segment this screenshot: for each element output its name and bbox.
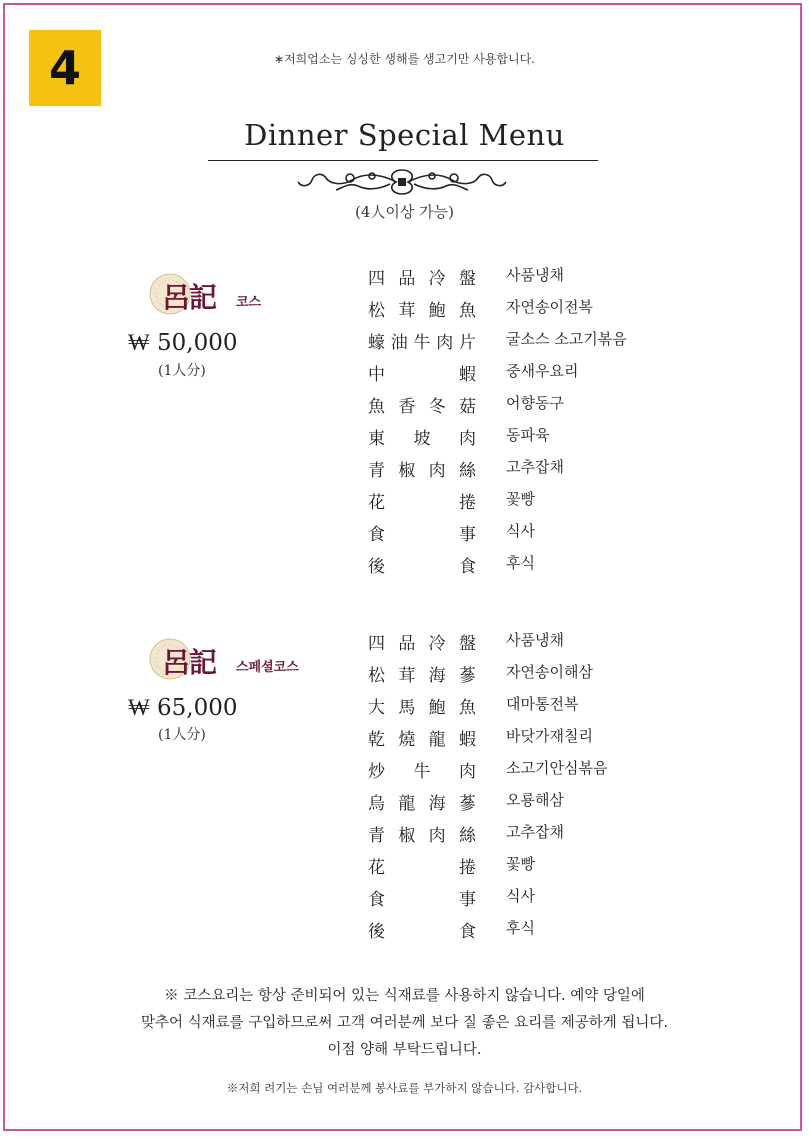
menu-item-hanja (368, 488, 476, 513)
hanja-char: 魚 (458, 698, 476, 718)
menu-item (368, 821, 668, 853)
hanja-char: 茸 (398, 666, 416, 686)
menu-item-korean: 사품냉채 (506, 631, 564, 649)
menu-item-korean: 사품냉채 (506, 266, 564, 284)
menu-item-korean: 꽃빵 (506, 855, 535, 873)
menu-item-korean: 고추잡채 (506, 823, 564, 841)
hanja-char: 蝦 (459, 365, 476, 385)
menu-item-korean: 식사 (506, 887, 535, 905)
title-divider (208, 160, 598, 161)
hanja-char: 乾 (368, 730, 385, 750)
menu-item-hanja (368, 552, 476, 577)
hanja-char: 蔘 (458, 666, 476, 686)
menu-item-korean: 대마통전복 (506, 695, 579, 713)
hanja-char: 絲 (458, 461, 476, 481)
menu-item-hanja (368, 661, 476, 686)
menu-item (368, 424, 668, 456)
hanja-char: 食 (368, 890, 385, 910)
menu-item-korean: 어향동구 (506, 394, 564, 412)
ornament-icon (292, 166, 512, 196)
menu-item-hanja (368, 725, 476, 750)
menu-item (368, 661, 668, 693)
menu-item (368, 488, 668, 520)
menu-item-hanja (368, 424, 476, 449)
course-label: 코스 (236, 295, 262, 310)
notice-line: 이점 양해 부탁드립니다. (327, 1042, 482, 1058)
menu-item (368, 885, 668, 917)
menu-item-korean: 식사 (506, 522, 535, 540)
hanja-char: 蝦 (458, 730, 476, 750)
hanja-char: 冷 (428, 269, 446, 289)
hanja-char: 後 (368, 922, 385, 942)
menu-item-hanja (368, 264, 476, 289)
hanja-char: 香 (398, 397, 416, 417)
hanja-char: 椒 (398, 826, 416, 846)
hanja-char: 冬 (428, 397, 446, 417)
hanja-char: 椒 (398, 461, 416, 481)
hanja-char: 龍 (398, 794, 416, 814)
menu-item-hanja (368, 853, 476, 878)
hanja-char: 馬 (398, 698, 416, 718)
hanja-char: 食 (368, 525, 385, 545)
menu-item-hanja (368, 885, 476, 910)
page-number-badge: 4 (29, 30, 101, 106)
menu-item (368, 264, 668, 296)
menu-item-korean: 후식 (506, 554, 535, 572)
hanja-char: 花 (368, 858, 385, 878)
hanja-char: 海 (428, 666, 446, 686)
menu-item-hanja (368, 392, 476, 417)
menu-item (368, 629, 668, 661)
hanja-char: 冷 (428, 634, 446, 654)
hanja-char: 事 (459, 890, 476, 910)
menu-item-hanja (368, 789, 476, 814)
menu-item-korean: 바닷가재칠리 (506, 727, 593, 745)
hanja-char: 肉 (428, 461, 446, 481)
menu-item-korean: 꽃빵 (506, 490, 535, 508)
hanja-char: 花 (368, 493, 385, 513)
hanja-char: 肉 (436, 333, 454, 353)
hanja-char: 肉 (459, 429, 476, 449)
menu-title: Dinner Special Menu (244, 118, 565, 152)
hanja-char: 茸 (398, 301, 416, 321)
hanja-char: 烏 (368, 794, 385, 814)
footer-notice: ※저희 려기는 손님 여러분께 봉사료를 부가하지 않습니다. 감사합니다. (226, 1081, 583, 1095)
hanja-char: 事 (459, 525, 476, 545)
hanja-char: 鮑 (428, 301, 446, 321)
hanja-char: 片 (459, 333, 476, 353)
menu-item-korean: 고추잡채 (506, 458, 564, 476)
course-emblem (148, 637, 234, 681)
hanja-char: 坡 (413, 429, 431, 449)
notice-line: 맞추어 식재료를 구입하므로써 고객 여러분께 보다 질 좋은 요리를 제공하게 됩니다. (141, 1015, 668, 1031)
menu-item (368, 853, 668, 885)
menu-item (368, 725, 668, 757)
hanja-char: 青 (368, 461, 385, 481)
hanja-char: 捲 (459, 858, 476, 878)
hanja-char: 東 (368, 429, 385, 449)
hanja-char: 松 (368, 301, 385, 321)
course-emblem (148, 272, 234, 316)
menu-item (368, 757, 668, 789)
hanja-char: 食 (459, 557, 476, 577)
course-price: ₩ 65,000 (128, 695, 238, 721)
menu-item (368, 360, 668, 392)
menu-item-hanja (368, 296, 476, 321)
hanja-char: 中 (368, 365, 385, 385)
menu-item (368, 392, 668, 424)
menu-item-hanja (368, 917, 476, 942)
menu-item (368, 693, 668, 725)
menu-item (368, 456, 668, 488)
hanja-char: 油 (390, 333, 408, 353)
menu-item (368, 552, 668, 584)
hanja-char: 牛 (413, 333, 431, 353)
hanja-char: 青 (368, 826, 385, 846)
menu-item-korean: 소고기안심볶음 (506, 759, 608, 777)
hanja-char: 海 (428, 794, 446, 814)
hanja-char: 四 (368, 269, 385, 289)
hanja-char: 食 (459, 922, 476, 942)
emblem-text: 呂記 (162, 281, 217, 314)
menu-item-hanja (368, 360, 476, 385)
hanja-char: 鮑 (428, 698, 446, 718)
course-label: 스페셜코스 (236, 660, 299, 675)
hanja-char: 松 (368, 666, 385, 686)
menu-item (368, 520, 668, 552)
course-price: ₩ 50,000 (128, 330, 238, 356)
menu-item (368, 296, 668, 328)
hanja-char: 牛 (413, 762, 431, 782)
menu-item-hanja (368, 328, 476, 353)
menu-item-hanja (368, 821, 476, 846)
menu-item-hanja (368, 456, 476, 481)
menu-item-korean: 후식 (506, 919, 535, 937)
notice-line: ※ 코스요리는 항상 준비되어 있는 식재료를 사용하지 않습니다. 예약 당일에 (164, 988, 645, 1004)
hanja-char: 魚 (458, 301, 476, 321)
hanja-char: 大 (368, 698, 385, 718)
menu-item-hanja (368, 693, 476, 718)
course-notice (0, 983, 809, 1064)
menu-item (368, 328, 668, 360)
hanja-char: 魚 (368, 397, 385, 417)
hanja-char: 蔘 (458, 794, 476, 814)
menu-item-hanja (368, 520, 476, 545)
menu-item-korean: 오룡해삼 (506, 791, 564, 809)
price-unit: (1人分) (158, 727, 206, 743)
hanja-char: 肉 (428, 826, 446, 846)
price-unit: (1人分) (158, 363, 206, 379)
hanja-char: 四 (368, 634, 385, 654)
hanja-char: 菇 (458, 397, 476, 417)
menu-item-korean: 굴소스 소고기볶음 (506, 330, 627, 348)
hanja-char: 盤 (458, 269, 476, 289)
menu-item-korean: 자연송이전복 (506, 298, 593, 316)
menu-item-korean: 동파육 (506, 426, 550, 444)
subtitle: (4人이상 가능) (355, 203, 454, 221)
menu-item (368, 917, 668, 949)
menu-item-korean: 자연송이해삼 (506, 663, 593, 681)
hanja-char: 炒 (368, 762, 385, 782)
hanja-char: 龍 (428, 730, 446, 750)
hanja-char: 蠔 (368, 333, 385, 353)
hanja-char: 捲 (459, 493, 476, 513)
hanja-char: 品 (398, 269, 416, 289)
emblem-text: 呂記 (162, 646, 217, 679)
menu-item-korean: 중새우요리 (506, 362, 579, 380)
menu-item-hanja (368, 629, 476, 654)
top-notice: ∗저희업소는 싱싱한 생해를 생고기만 사용합니다. (274, 52, 535, 66)
menu-item (368, 789, 668, 821)
hanja-char: 絲 (458, 826, 476, 846)
hanja-char: 品 (398, 634, 416, 654)
hanja-char: 盤 (458, 634, 476, 654)
hanja-char: 燒 (398, 730, 416, 750)
hanja-char: 肉 (459, 762, 476, 782)
menu-item-hanja (368, 757, 476, 782)
hanja-char: 後 (368, 557, 385, 577)
